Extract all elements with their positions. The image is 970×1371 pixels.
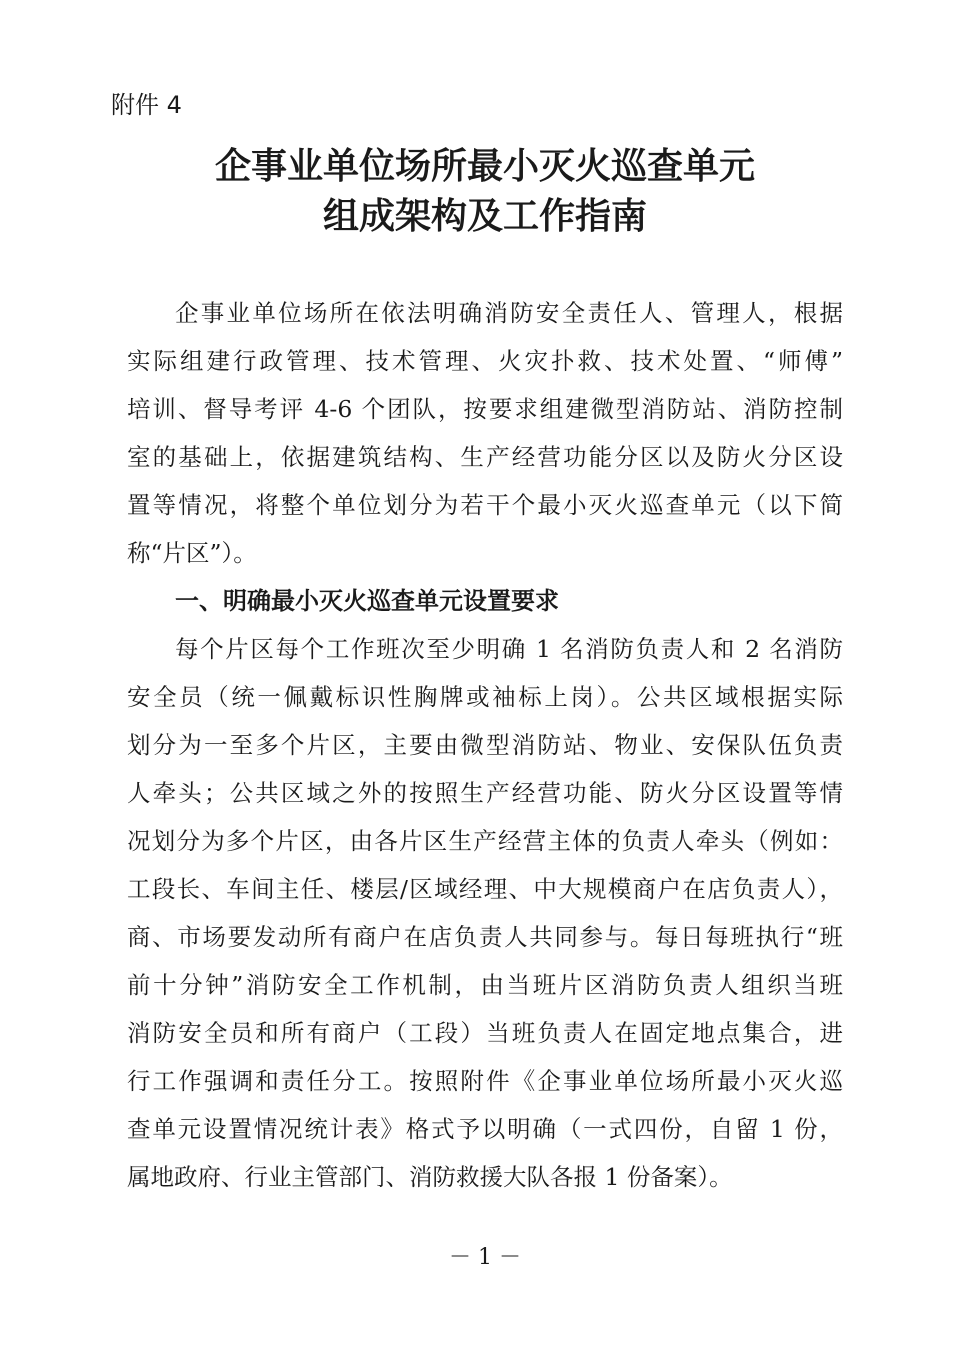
document-title-line-2: 组成架构及工作指南 <box>322 196 647 237</box>
paragraph-1-line: 室的基础上，依据建筑结构、生产经营功能分区以及防火分区设 <box>127 443 843 471</box>
paragraph-2-line: 人牵头；公共区域之外的按照生产经营功能、防火分区设置等情 <box>127 779 843 807</box>
paragraph-2-line: 查单元设置情况统计表》格式予以明确（一式四份，自留 1 份， <box>127 1115 843 1143</box>
paragraph-2-line: 安全员（统一佩戴标识性胸牌或袖标上岗）。公共区域根据实际 <box>127 683 843 711</box>
paragraph-2-line: 前十分钟”消防安全工作机制，由当班片区消防负责人组织当班 <box>127 971 843 999</box>
attachment-label: 附件 4 <box>111 91 182 119</box>
paragraph-1-line: 实际组建行政管理、技术管理、火灾扑救、技术处置、“师傅” <box>127 347 843 375</box>
paragraph-1-line: 企事业单位场所在依法明确消防安全责任人、管理人，根据 <box>175 299 843 327</box>
paragraph-2-line: 每个片区每个工作班次至少明确 1 名消防负责人和 2 名消防 <box>175 635 843 663</box>
document-title-line-1: 企事业单位场所最小灭火巡查单元 <box>214 146 755 187</box>
paragraph-2-line: 况划分为多个片区，由各片区生产经营主体的负责人牵头（例如： <box>127 827 843 855</box>
section-1-heading: 一、明确最小灭火巡查单元设置要求 <box>175 587 559 615</box>
paragraph-1-line: 称“片区”）。 <box>127 539 257 567</box>
paragraph-2-line: 商、市场要发动所有商户在店负责人共同参与。每日每班执行“班 <box>127 923 843 951</box>
paragraph-2-line: 划分为一至多个片区，主要由微型消防站、物业、安保队伍负责 <box>127 731 843 759</box>
paragraph-1-line: 置等情况，将整个单位划分为若干个最小灭火巡查单元（以下简 <box>127 491 843 519</box>
paragraph-2-line: 属地政府、行业主管部门、消防救援大队各报 1 份备案）。 <box>127 1163 733 1191</box>
paragraph-1-line: 培训、督导考评 4-6 个团队，按要求组建微型消防站、消防控制 <box>127 395 843 423</box>
paragraph-2-line: 消防安全员和所有商户（工段）当班负责人在固定地点集合，进 <box>127 1019 843 1047</box>
paragraph-2-line: 工段长、车间主任、楼层/区域经理、中大规模商户在店负责人）， <box>127 875 843 903</box>
paragraph-2-line: 行工作强调和责任分工。按照附件《企事业单位场所最小灭火巡 <box>127 1067 843 1095</box>
page-number: － 1 － <box>449 1245 521 1270</box>
